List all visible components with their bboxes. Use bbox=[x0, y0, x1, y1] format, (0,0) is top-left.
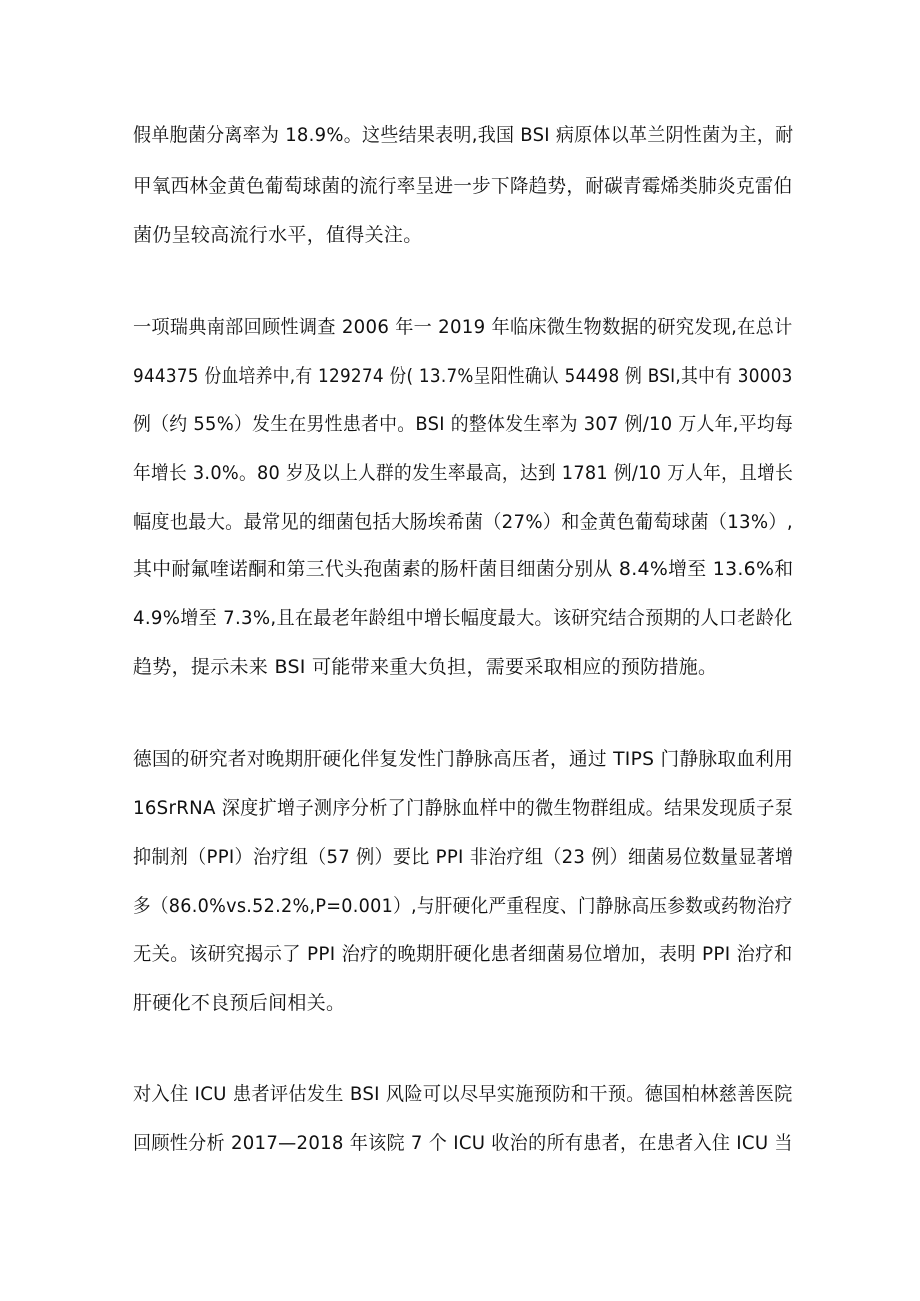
text-line: 幅度也最大。最常见的细菌包括大肠埃希菌（27%）和金黄色葡萄球菌（13%）, bbox=[133, 511, 793, 533]
text-line: 对入住 ICU 患者评估发生 BSI 风险可以尽早实施预防和干预。德国柏林慈善医院 bbox=[133, 1083, 793, 1105]
text-line: 甲氧西林金黄色葡萄球菌的流行率呈进一步下降趋势，耐碳青霉烯类肺炎克雷伯 bbox=[133, 175, 793, 197]
text-line: 菌仍呈较高流行水平，值得关注。 bbox=[133, 224, 423, 246]
text-line: 16SrRNA 深度扩增子测序分析了门静脉血样中的微生物群组成。结果发现质子泵 bbox=[133, 797, 794, 819]
text-line: 944375 份血培养中,有 129274 份( 13.7%呈阳性确认 54498 例 BSI,其中有 30003 bbox=[133, 365, 793, 387]
text-line: 趋势，提示未来 BSI 可能带来重大负担，需要采取相应的预防措施。 bbox=[133, 656, 718, 678]
text-line: 无关。该研究揭示了 PPI 治疗的晚期肝硬化患者细菌易位增加，表明 PPI 治疗和 bbox=[133, 943, 793, 965]
text-line: 4.9%增至 7.3%,且在最老年龄组中增长幅度最大。该研究结合预期的人口老龄化 bbox=[133, 607, 793, 629]
text-line: 假单胞菌分离率为 18.9%。这些结果表明,我国 BSI 病原体以革兰阴性菌为主，耐 bbox=[133, 124, 794, 146]
text-line: 年增长 3.0%。80 岁及以上人群的发生率最高，达到 1781 例/10 万人年，且增长 bbox=[133, 462, 794, 484]
text-line: 例（约 55%）发生在男性患者中。BSI 的整体发生率为 307 例/10 万人年,平均每 bbox=[133, 413, 794, 435]
text-line: 回顾性分析 2017—2018 年该院 7 个 ICU 收治的所有患者，在患者入住 ICU 当 bbox=[133, 1132, 793, 1154]
text-line: 德国的研究者对晚期肝硬化伴复发性门静脉高压者，通过 TIPS 门静脉取血利用 bbox=[133, 748, 794, 770]
text-line: 肝硬化不良预后间相关。 bbox=[133, 992, 346, 1014]
text-line: 抑制剂（PPI）治疗组（57 例）要比 PPI 非治疗组（23 例）细菌易位数量显著增 bbox=[133, 846, 794, 868]
text-line: 多（86.0%vs.52.2%,P=0.001）,与肝硬化严重程度、门静脉高压参数或药物治疗 bbox=[133, 895, 793, 917]
text-line: 其中耐氟喹诺酮和第三代头孢菌素的肠杆菌目细菌分别从 8.4%增至 13.6%和 bbox=[133, 558, 794, 580]
text-line: 一项瑞典南部回顾性调查 2006 年一 2019 年临床微生物数据的研究发现,在总计 bbox=[133, 316, 793, 338]
